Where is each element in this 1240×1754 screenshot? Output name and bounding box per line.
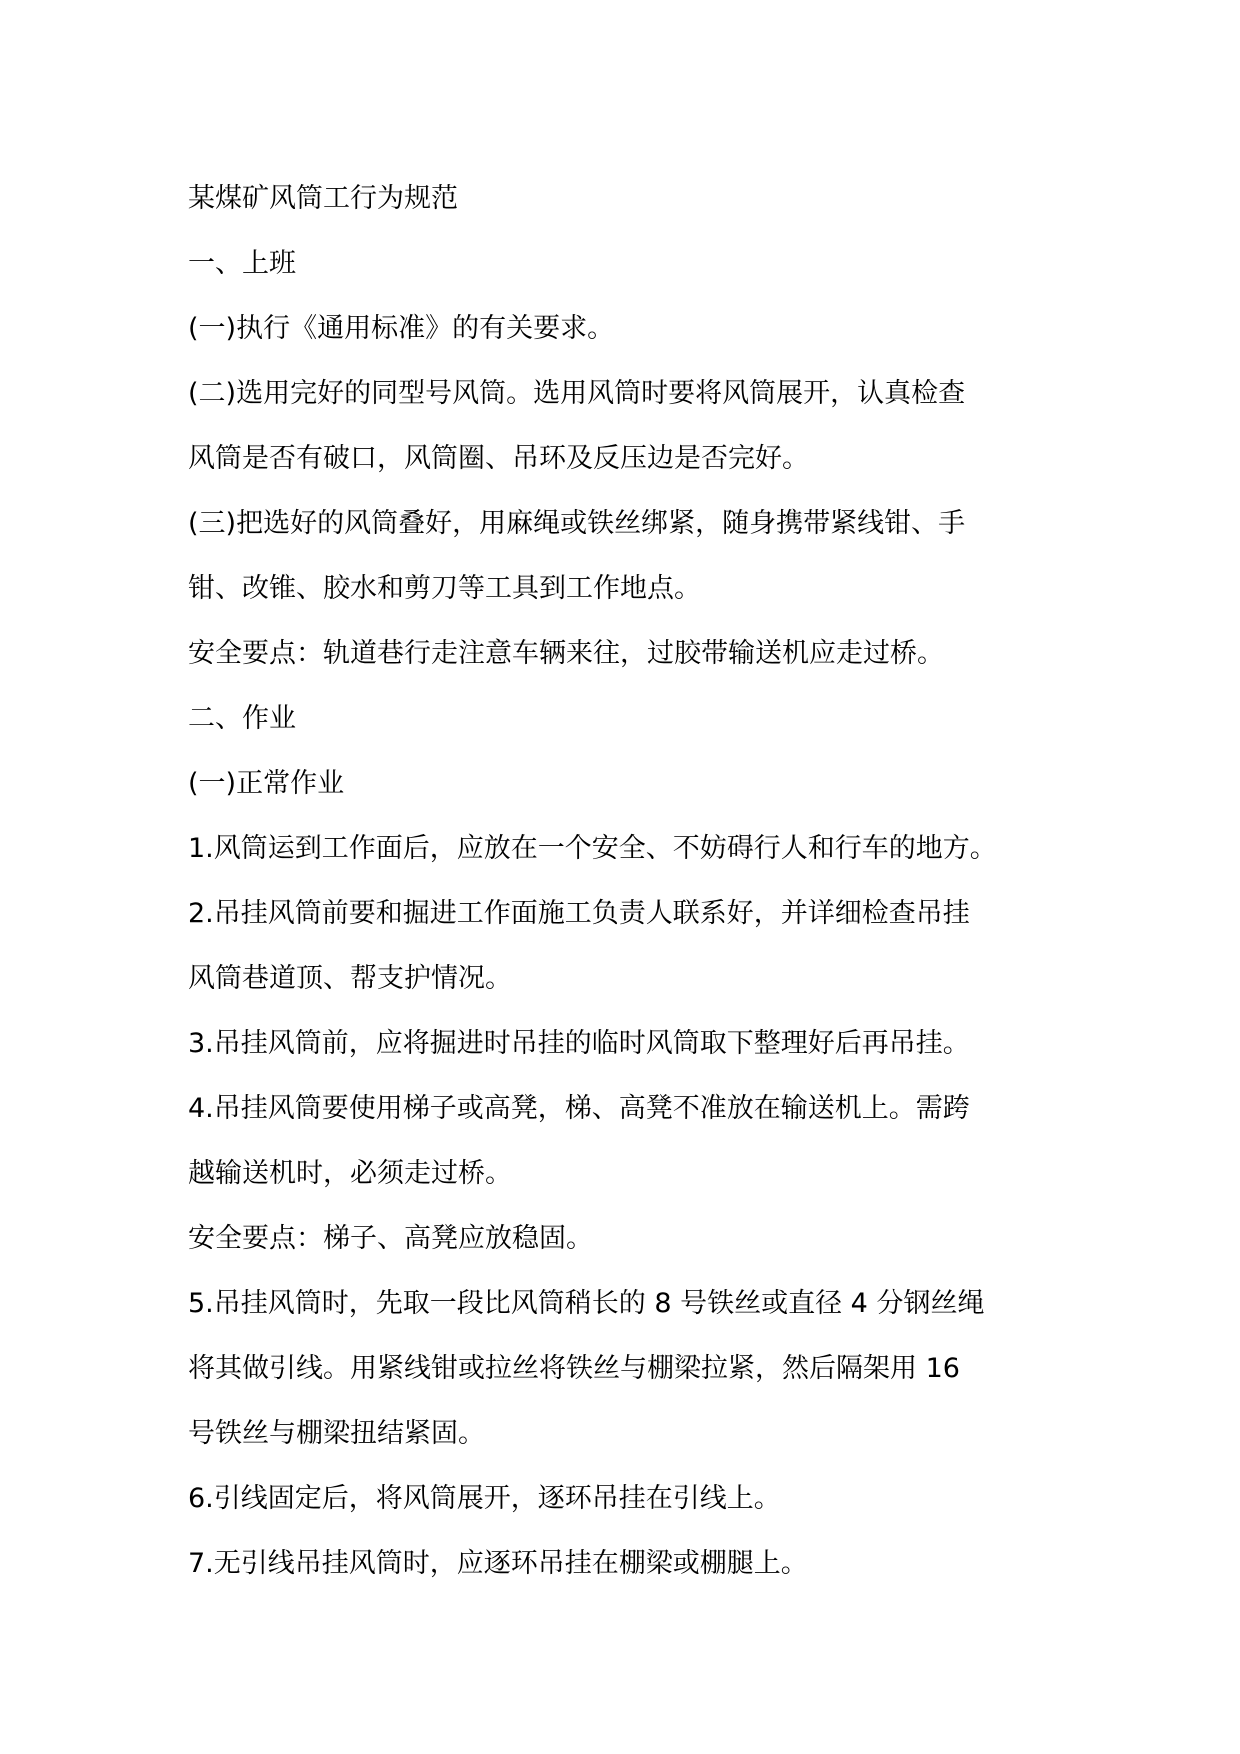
text-line: 风筒是否有破口，风筒圈、吊环及反压边是否完好。 [188, 443, 809, 474]
text-line: 3.吊挂风筒前，应将掘进时吊挂的临时风筒取下整理好后再吊挂。 [188, 1028, 970, 1059]
text-line: 6.引线固定后，将风筒展开，逐环吊挂在引线上。 [188, 1483, 781, 1514]
text-line: 钳、改锥、胶水和剪刀等工具到工作地点。 [188, 573, 701, 604]
safety-note: 安全要点：梯子、高凳应放稳固。 [188, 1223, 593, 1254]
text-line: (一)执行《通用标准》的有关要求。 [188, 313, 615, 344]
document-title: 某煤矿风筒工行为规范 [188, 183, 458, 214]
text-line: (二)选用完好的同型号风筒。选用风筒时要将风筒展开，认真检查 [188, 378, 966, 409]
document-body [188, 166, 1068, 1596]
text-line: 7.无引线吊挂风筒时，应逐环吊挂在棚梁或棚腿上。 [188, 1548, 808, 1579]
text-line: 5.吊挂风筒时，先取一段比风筒稍长的 8 号铁丝或直径 4 分钢丝绳 [188, 1288, 985, 1319]
text-line: 1.风筒运到工作面后，应放在一个安全、不妨碍行人和行车的地方。 [188, 833, 997, 864]
subsection-heading: (一)正常作业 [188, 768, 345, 799]
text-line: 4.吊挂风筒要使用梯子或高凳，梯、高凳不准放在输送机上。需跨 [188, 1093, 970, 1124]
section-heading-zuoye: 二、作业 [188, 703, 296, 734]
text-line: 2.吊挂风筒前要和掘进工作面施工负责人联系好，并详细检查吊挂 [188, 898, 970, 929]
section-heading-shangban: 一、上班 [188, 248, 296, 279]
text-line: 号铁丝与棚梁扭结紧固。 [188, 1418, 485, 1449]
text-line: 越输送机时，必须走过桥。 [188, 1158, 512, 1189]
safety-note: 安全要点：轨道巷行走注意车辆来往，过胶带输送机应走过桥。 [188, 638, 944, 669]
text-line: 将其做引线。用紧线钳或拉丝将铁丝与棚梁拉紧，然后隔架用 16 [188, 1353, 960, 1384]
text-line: 风筒巷道顶、帮支护情况。 [188, 963, 512, 994]
text-line: (三)把选好的风筒叠好，用麻绳或铁丝绑紧，随身携带紧线钳、手 [188, 508, 966, 539]
